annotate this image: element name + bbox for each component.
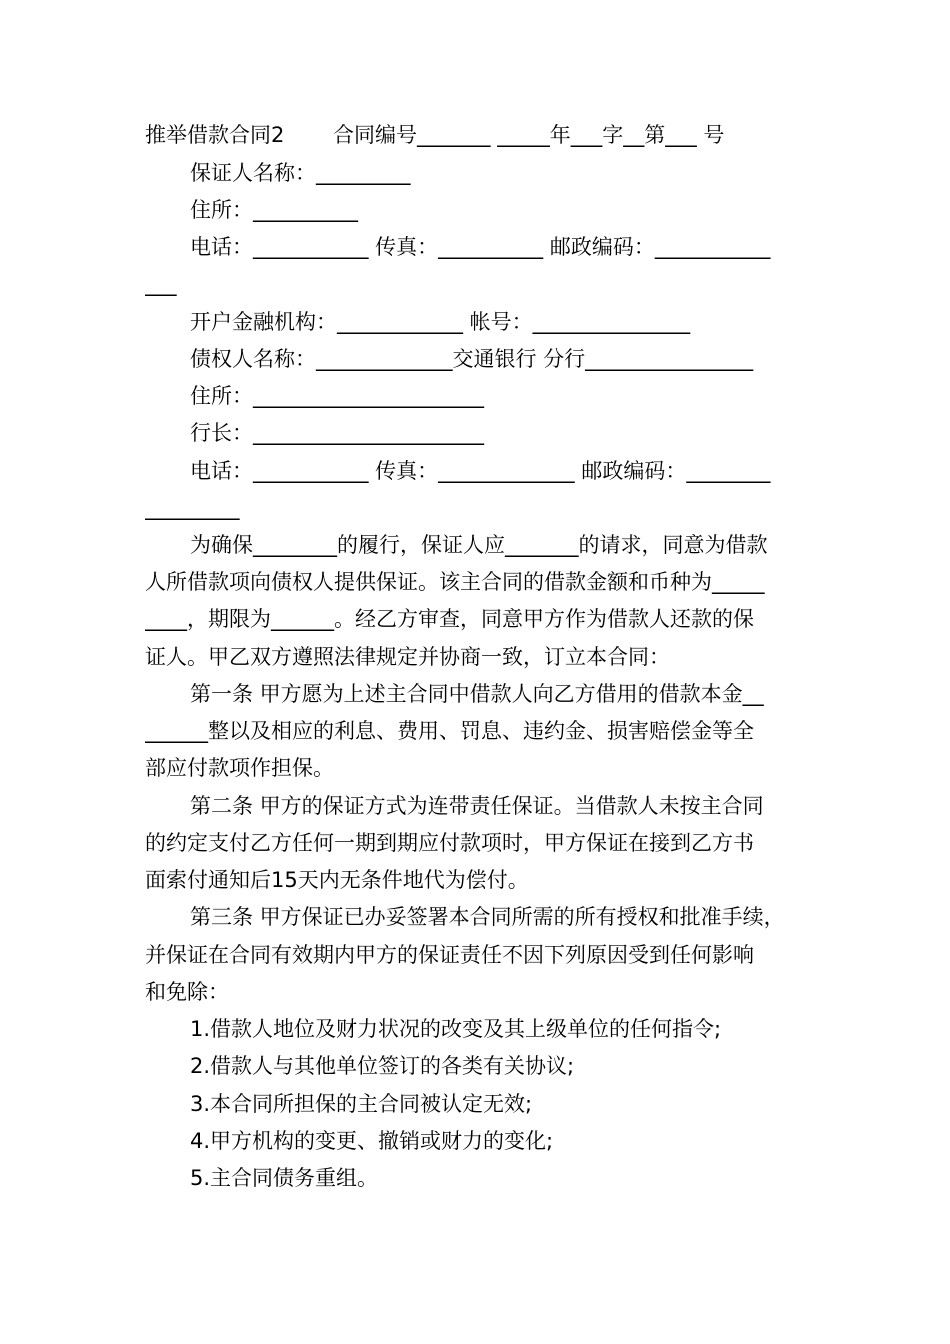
preamble-paragraph-line: ____，期限为______。经乙方审查，同意甲方作为借款人还款的保 [145,607,754,631]
article-2-line: 面索付通知后15天内无条件地代为偿付。 [145,868,529,892]
creditor-address-line: 住所：______________________ [190,384,484,408]
article-1-line: 部应付款项作担保。 [145,756,334,780]
guarantor-name-line: 保证人名称：_________ [190,161,411,185]
contract-title-line: 推举借款合同2 合同编号_______ _____年___字__第___ 号 [145,123,725,147]
guarantor-address-line: 住所：__________ [190,198,358,222]
preamble-paragraph-line: 为确保________的履行，保证人应_______的请求，同意为借款 [190,533,768,557]
article-3-line: 第三条 甲方保证已办妥签署本合同所需的所有授权和批准手续， [190,905,785,929]
guarantor-contact-line: 电话：___________ 传真：__________ 邮政编码：___________ [190,235,771,259]
article-3-line: 并保证在合同有效期内甲方的保证责任不因下列原因受到任何影响 [145,943,754,967]
article-1-line: 第一条 甲方愿为上述主合同中借款人向乙方借用的借款本金__ [190,682,764,706]
article-1-line: ______整以及相应的利息、费用、罚息、违约金、损害赔偿金等全 [145,719,754,743]
article-2-line: 的约定支付乙方任何一期到期应付款项时，甲方保证在接到乙方书 [145,831,754,855]
creditor-president-line: 行长：______________________ [190,421,484,445]
preamble-paragraph-line: 证人。甲乙双方遵照法律规定并协商一致，订立本合同： [145,645,670,669]
guarantor-contact-continuation: ___ [145,272,177,296]
preamble-paragraph-line: 人所借款项向债权人提供保证。该主合同的借款金额和币种为_____ [145,570,765,594]
creditor-contact-line: 电话：___________ 传真：_____________ 邮政编码：________ [190,459,771,483]
list-item: 2.借款人与其他单位签订的各类有关协议; [190,1054,575,1078]
creditor-contact-continuation: _________ [145,496,240,520]
list-item: 3.本合同所担保的主合同被认定无效; [190,1092,533,1116]
list-item: 4.甲方机构的变更、撤销或财力的变化; [190,1129,554,1153]
article-2-line: 第二条 甲方的保证方式为连带责任保证。当借款人未按主合同 [190,794,764,818]
bank-account-line: 开户金融机构：____________ 帐号：_______________ [190,310,691,334]
article-3-line: 和免除： [145,980,229,1004]
creditor-name-line: 债权人名称：_____________交通银行 分行________________ [190,347,754,371]
list-item: 5.主合同债务重组。 [190,1166,379,1190]
list-item: 1.借款人地位及财力状况的改变及其上级单位的任何指令; [190,1017,722,1041]
